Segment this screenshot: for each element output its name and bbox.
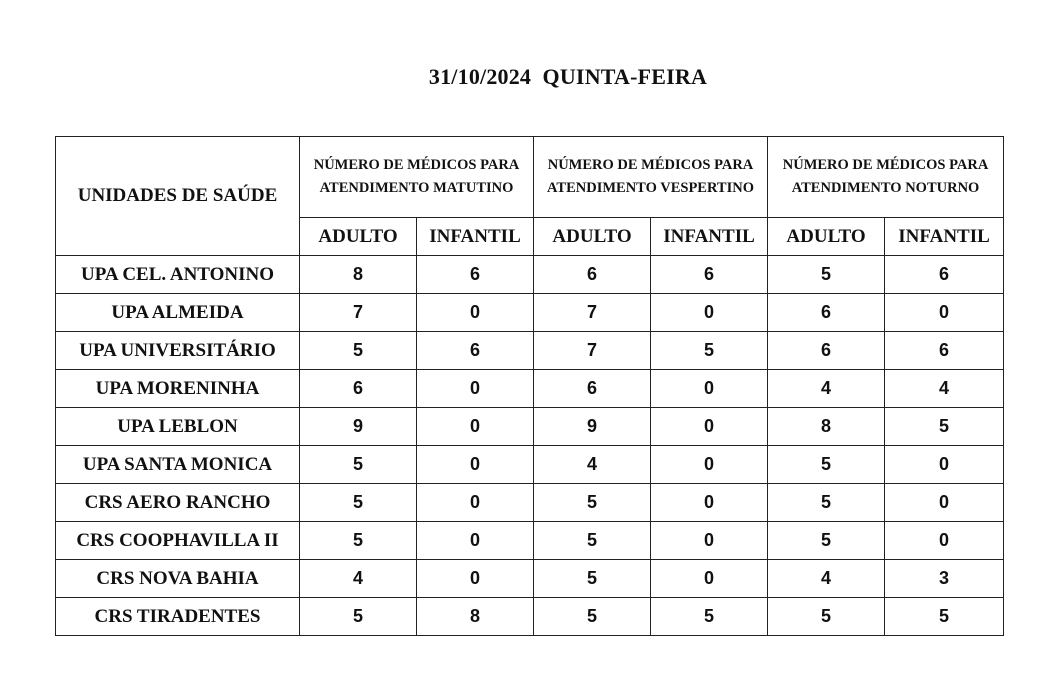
night-child-cell: 5 [885,598,1004,636]
afternoon-adult-cell: 7 [534,294,651,332]
morning-shift-header: NÚMERO DE MÉDICOS PARA ATENDIMENTO MATUTINO [300,137,534,218]
page-title: 31/10/2024 QUINTA-FEIRA [428,64,708,89]
night-adult-cell: 6 [768,332,885,370]
morning-child-cell: 0 [417,370,534,408]
morning-adult-cell: 6 [300,370,417,408]
night-child-cell: 0 [885,522,1004,560]
morning-adult-cell: 5 [300,598,417,636]
table-row [56,484,1004,522]
unit-name-cell: UPA CEL. ANTONINO [56,256,300,294]
night-child-cell: 4 [885,370,1004,408]
afternoon-child-cell: 5 [651,332,768,370]
morning-child-cell: 0 [417,446,534,484]
doctor-schedule-table [55,136,1004,636]
night-adult-cell: 5 [768,256,885,294]
unit-name-cell: CRS COOPHAVILLA II [56,522,300,560]
morning-child-cell: 6 [417,256,534,294]
table-row [56,522,1004,560]
night-adult-cell: 5 [768,446,885,484]
night-child-cell: 6 [885,256,1004,294]
afternoon-child-cell: 0 [651,522,768,560]
night-adult-cell: 8 [768,408,885,446]
morning-child-cell: 0 [417,294,534,332]
morning-adult-cell: 5 [300,332,417,370]
table-row [56,408,1004,446]
night-shift-header: NÚMERO DE MÉDICOS PARA ATENDIMENTO NOTURNO [768,137,1004,218]
table-body [56,256,1004,636]
afternoon-child-cell: 6 [651,256,768,294]
table-row [56,560,1004,598]
unit-name-cell: UPA LEBLON [56,408,300,446]
afternoon-child-header: INFANTIL [651,218,768,256]
morning-child-cell: 8 [417,598,534,636]
morning-adult-cell: 9 [300,408,417,446]
unit-name-cell: UPA MORENINHA [56,370,300,408]
afternoon-adult-cell: 4 [534,446,651,484]
night-child-cell: 0 [885,294,1004,332]
afternoon-child-cell: 0 [651,294,768,332]
afternoon-adult-header: ADULTO [534,218,651,256]
morning-adult-cell: 8 [300,256,417,294]
night-child-cell: 5 [885,408,1004,446]
table-row [56,446,1004,484]
morning-adult-cell: 5 [300,446,417,484]
afternoon-adult-cell: 5 [534,484,651,522]
morning-child-cell: 0 [417,522,534,560]
afternoon-child-cell: 0 [651,370,768,408]
night-child-header: INFANTIL [885,218,1004,256]
unit-name-cell: UPA SANTA MONICA [56,446,300,484]
night-adult-cell: 4 [768,560,885,598]
afternoon-adult-cell: 9 [534,408,651,446]
night-child-cell: 3 [885,560,1004,598]
morning-child-cell: 0 [417,408,534,446]
afternoon-adult-cell: 5 [534,598,651,636]
table-row [56,598,1004,636]
table-row [56,332,1004,370]
morning-child-cell: 0 [417,484,534,522]
afternoon-child-cell: 0 [651,408,768,446]
afternoon-adult-cell: 5 [534,522,651,560]
morning-child-header: INFANTIL [417,218,534,256]
afternoon-shift-header: NÚMERO DE MÉDICOS PARA ATENDIMENTO VESPERTINO [534,137,768,218]
units-column-header: UNIDADES DE SAÚDE [56,137,300,256]
afternoon-child-cell: 0 [651,484,768,522]
afternoon-adult-cell: 5 [534,560,651,598]
afternoon-adult-cell: 7 [534,332,651,370]
night-child-cell: 0 [885,484,1004,522]
unit-name-cell: UPA ALMEIDA [56,294,300,332]
morning-adult-cell: 5 [300,484,417,522]
afternoon-adult-cell: 6 [534,370,651,408]
morning-child-cell: 0 [417,560,534,598]
afternoon-adult-cell: 6 [534,256,651,294]
night-child-cell: 0 [885,446,1004,484]
unit-name-cell: CRS AERO RANCHO [56,484,300,522]
table-row [56,256,1004,294]
afternoon-child-cell: 0 [651,560,768,598]
table-header [56,137,1004,256]
night-adult-cell: 6 [768,294,885,332]
morning-adult-cell: 4 [300,560,417,598]
table-row [56,370,1004,408]
morning-child-cell: 6 [417,332,534,370]
morning-adult-cell: 5 [300,522,417,560]
night-adult-cell: 5 [768,598,885,636]
unit-name-cell: CRS TIRADENTES [56,598,300,636]
night-adult-cell: 5 [768,484,885,522]
morning-adult-cell: 7 [300,294,417,332]
afternoon-child-cell: 5 [651,598,768,636]
morning-adult-header: ADULTO [300,218,417,256]
table-row [56,294,1004,332]
afternoon-child-cell: 0 [651,446,768,484]
unit-name-cell: UPA UNIVERSITÁRIO [56,332,300,370]
night-adult-header: ADULTO [768,218,885,256]
header-row-groups [56,137,1004,218]
unit-name-cell: CRS NOVA BAHIA [56,560,300,598]
night-child-cell: 6 [885,332,1004,370]
night-adult-cell: 5 [768,522,885,560]
night-adult-cell: 4 [768,370,885,408]
